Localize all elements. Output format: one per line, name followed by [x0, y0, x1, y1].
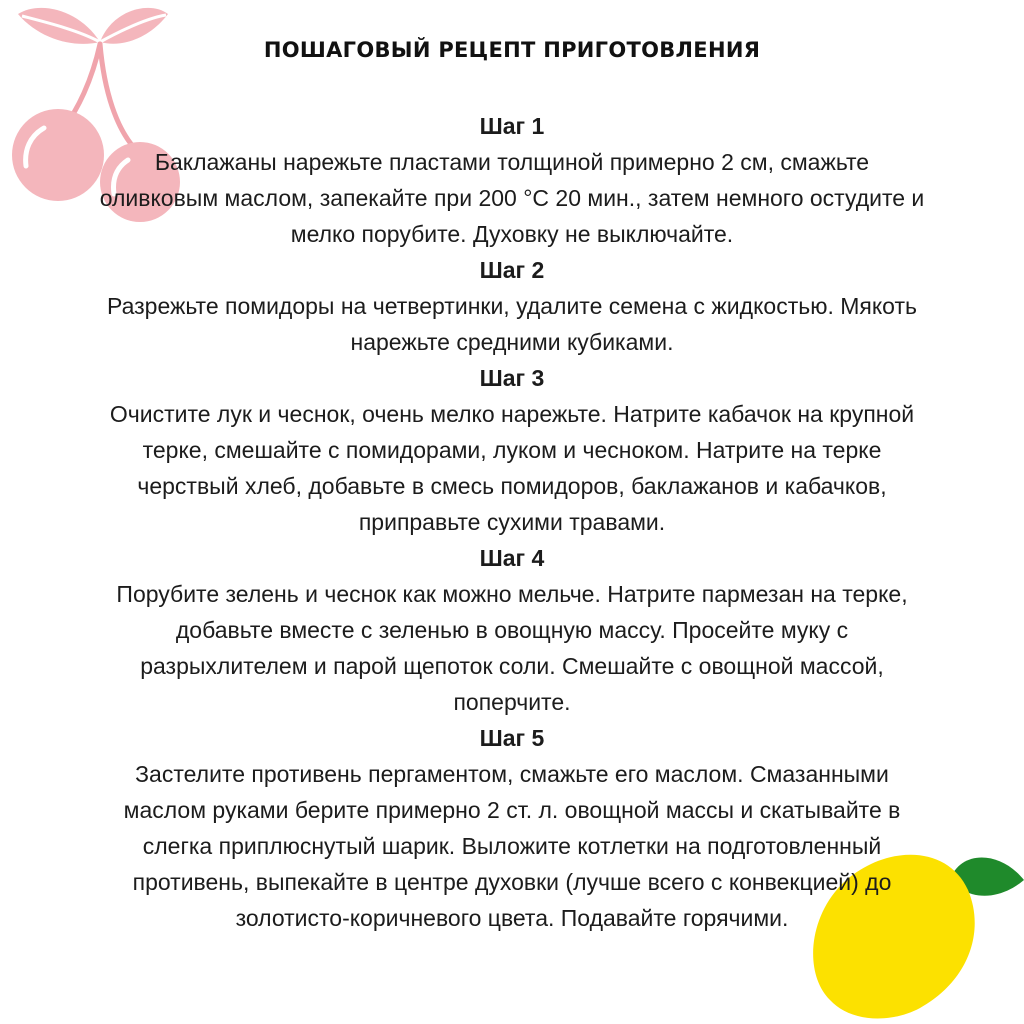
page-title: ПОШАГОВЫЙ РЕЦЕПТ ПРИГОТОВЛЕНИЯ	[263, 38, 761, 62]
step-text-line: слегка приплюснутый шарик. Выложите котлетки на подготовленный	[142, 833, 882, 859]
step-title: Шаг 2	[479, 257, 545, 283]
step-text-line: мелко порубите. Духовку не выключайте.	[290, 221, 734, 247]
step-text-line: Порубите зелень и чеснок как можно мельче. Натрите пармезан на терке,	[116, 581, 908, 607]
step-text-line: разрыхлителем и парой щепоток соли. Смешайте с овощной массой,	[140, 653, 884, 679]
step-title: Шаг 4	[479, 545, 545, 571]
step-2	[30, 252, 994, 360]
step-text-line: терке, смешайте с помидорами, луком и чесноком. Натрите на терке	[142, 437, 882, 463]
step-text-line: Очистите лук и чеснок, очень мелко нарежьте. Натрите кабачок на крупной	[109, 401, 915, 427]
step-text-line: черствый хлеб, добавьте в смесь помидоров, баклажанов и кабачков,	[137, 473, 887, 499]
recipe-steps	[30, 108, 994, 936]
step-title: Шаг 5	[479, 725, 545, 751]
step-text-line: Застелите противень пергаментом, смажьте его маслом. Смазанными	[135, 761, 889, 787]
step-text-line: Разрежьте помидоры на четвертинки, удалите семена с жидкостью. Мякоть	[107, 293, 917, 319]
step-4	[30, 540, 994, 720]
step-text-line: Баклажаны нарежьте пластами толщиной примерно 2 см, смажьте	[154, 149, 870, 175]
step-text-line: золотисто-коричневого цвета. Подавайте горячими.	[235, 905, 789, 931]
step-text-line: нарежьте средними кубиками.	[350, 329, 674, 355]
step-3	[30, 360, 994, 540]
step-text-line: добавьте вместе с зеленью в овощную массу. Просейте муку с	[175, 617, 849, 643]
step-text-line: маслом руками берите примерно 2 ст. л. овощной массы и скатывайте в	[123, 797, 901, 823]
step-text-line: оливковым маслом, запекайте при 200 °С 20 мин., затем немного остудите и	[99, 185, 925, 211]
step-title: Шаг 1	[479, 113, 545, 139]
step-text-line: противень, выпекайте в центре духовки (лучше всего с конвекцией) до	[132, 869, 892, 895]
step-5	[30, 720, 994, 936]
step-text-line: поперчите.	[453, 689, 571, 715]
step-text-line: приправьте сухими травами.	[358, 509, 666, 535]
step-1	[30, 108, 994, 252]
step-title: Шаг 3	[479, 365, 545, 391]
